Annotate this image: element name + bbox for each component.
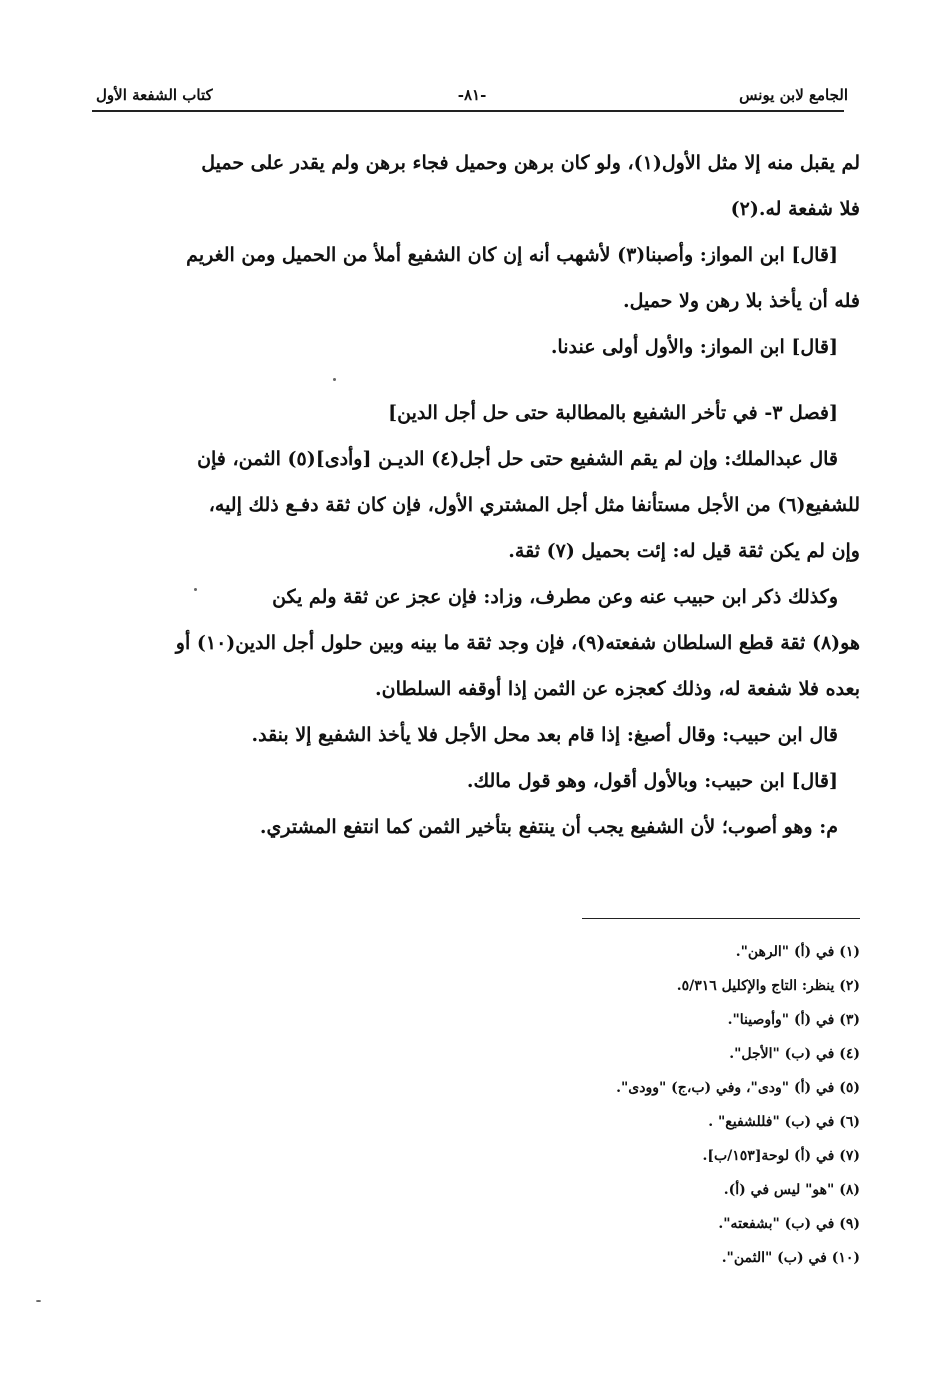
footnote: (٦) في (ب) "فللشفيع" .: [708, 1114, 860, 1130]
main-text: [85, 140, 860, 850]
footnote: (٧) في (أ) لوحة[١٥٣/ب].: [702, 1148, 860, 1164]
header-chapter-title: كتاب الشفعة الأول: [96, 86, 213, 104]
scan-speck: [194, 588, 197, 591]
text-line: [قال] ابن المواز: وأصبنا(٣) لأشهب أنه إن كان الشفيع أملأ من الحميل ومن الغريم: [186, 244, 838, 266]
text-line: [قال] ابن المواز: والأول أولى عندنا.: [550, 336, 838, 358]
text-line: لم يقبل منه إلا مثل الأول(١)، ولو كان برهن وحميل فجاء برهن ولم يقدر على حميل: [201, 152, 860, 174]
footnote: (١٠) في (ب) "الثمن".: [721, 1250, 860, 1266]
footnote: (٣) في (أ) "وأوصينا".: [727, 1012, 860, 1028]
text-line: وإن لم يكن ثقة قيل له: إئت بحميل (٧) ثقة.: [508, 540, 860, 562]
footnotes: [520, 935, 860, 1275]
text-line: [قال] ابن حبيب: وبالأول أقول، وهو قول مالك.: [466, 770, 838, 792]
text-line: فله أن يأخذ بلا رهن ولا حميل.: [622, 290, 860, 312]
text-line: هو(٨) ثقة قطع السلطان شفعته(٩)، فإن وجد ثقة ما بينه وبين حلول أجل الدين(١٠) أو: [175, 632, 860, 654]
text-line: م: وهو أصوب؛ لأن الشفيع يجب أن ينتفع بتأخير الثمن كما انتفع المشتري.: [259, 816, 838, 838]
text-line: للشفيع(٦) من الأجل مستأنفا مثل أجل المشتري الأول، فإن كان ثقة دفـع ذلك إليه،: [208, 494, 860, 516]
running-header: [96, 80, 848, 110]
header-rule: [92, 110, 844, 112]
scan-speck: [36, 1300, 41, 1302]
scan-speck: [333, 378, 336, 381]
footnote: (٨) "هو" ليس في (أ).: [723, 1182, 860, 1198]
text-line: بعده فلا شفعة له، وذلك كعجزه عن الثمن إذا أوقفه السلطان.: [375, 678, 860, 700]
text-line: قال ابن حبيب: وقال أصبغ: إذا قام بعد محل الأجل فلا يأخذ الشفيع إلا بنقد.: [251, 724, 838, 746]
footnote: (٥) في (أ) "ودى"، وفي (ب،ج) "وودى".: [616, 1080, 860, 1096]
footnote: (٢) ينظر: التاج والإكليل ٥/٣١٦.: [676, 978, 860, 994]
footnote-rule: [582, 918, 860, 919]
footnote: (١) في (أ) "الرهن".: [735, 944, 860, 960]
footnote: (٩) في (ب) "بشفعته".: [718, 1216, 860, 1232]
header-book-title: الجامع لابن يونس: [739, 86, 848, 104]
footnote: (٤) في (ب) "الأجل".: [729, 1046, 860, 1062]
text-line: وكذلك ذكر ابن حبيب عنه وعن مطرف، وزاد: فإن عجز عن ثقة ولم يكن: [272, 586, 838, 608]
section-heading: [فصل ٣- في تأخر الشفيع بالمطالبة حتى حل أجل الدين]: [388, 402, 838, 424]
text-line: قال عبدالملك: وإن لم يقم الشفيع حتى حل أجل(٤) الديـن [وأدى](٥) الثمن، فإن: [197, 448, 838, 470]
text-line: فلا شفعة له.(٢): [730, 198, 860, 220]
page-number: -٨١-: [457, 86, 487, 104]
